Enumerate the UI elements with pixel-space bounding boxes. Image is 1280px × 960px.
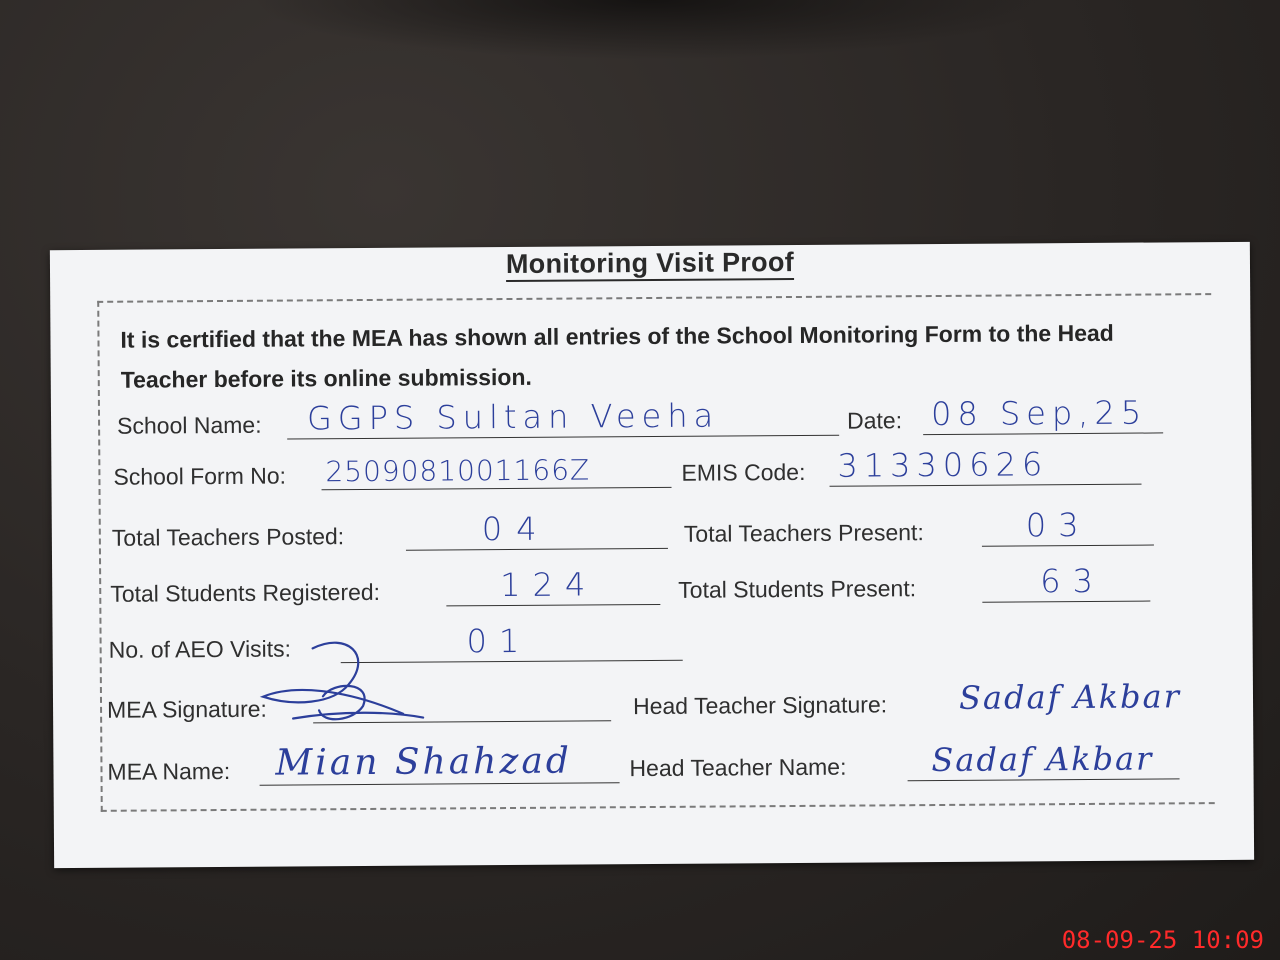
row-teachers	[111, 505, 1222, 558]
background-shadow	[250, 0, 1050, 60]
students-present-label: Total Students Present:	[678, 575, 917, 603]
head-teacher-name-label: Head Teacher Name:	[629, 753, 847, 782]
mea-signature-scribble	[252, 625, 453, 736]
row-aeo-visits	[108, 621, 809, 670]
head-teacher-signature-value: Sadaf Akbar	[958, 677, 1182, 717]
mea-signature-label: MEA Signature:	[106, 695, 267, 723]
school-form-no-label: School Form No:	[113, 462, 287, 490]
emis-code-label: EMIS Code:	[681, 458, 806, 486]
teachers-present-label: Total Teachers Present:	[683, 519, 924, 547]
students-registered-value: 124	[500, 565, 598, 605]
form-title: Monitoring Visit Proof	[50, 244, 1250, 283]
row-students	[110, 561, 1220, 614]
date-label: Date:	[846, 407, 903, 434]
teachers-present-line	[982, 544, 1154, 546]
teachers-present-value: 03	[1025, 505, 1091, 545]
teachers-posted-line	[406, 548, 668, 551]
students-present-line	[982, 601, 1150, 603]
row-school-name	[116, 393, 1217, 446]
mea-name-label: MEA Name:	[107, 757, 231, 785]
row-names	[107, 739, 1237, 792]
mea-name-value: Mian Shahzad	[275, 740, 573, 784]
teachers-posted-label: Total Teachers Posted:	[111, 523, 345, 551]
school-name-label: School Name:	[116, 411, 262, 439]
students-registered-line	[446, 604, 660, 606]
school-name-value: GGPS Sultan Veeha	[306, 396, 720, 438]
school-form-no-value: 2509081001166Z	[325, 453, 591, 489]
row-form-no	[113, 445, 1213, 497]
certification-text: It is certified that the MEA has shown all entries of the School Monitoring Form to the Head Teacher before its online submission.	[120, 319, 1114, 393]
aeo-visits-value: 01	[466, 621, 532, 661]
students-present-value: 63	[1040, 561, 1106, 601]
monitoring-visit-proof-card	[50, 242, 1254, 868]
date-value: 08 Sep,25	[930, 393, 1148, 434]
students-registered-label: Total Students Registered:	[110, 578, 381, 607]
head-teacher-signature-label: Head Teacher Signature:	[632, 691, 888, 720]
teachers-posted-value: 04	[481, 509, 551, 549]
camera-timestamp: 08-09-25 10:09	[1061, 926, 1264, 954]
emis-code-value: 31330626	[837, 445, 1049, 485]
aeo-visits-label: No. of AEO Visits:	[108, 635, 292, 663]
head-teacher-name-value: Sadaf Akbar	[931, 739, 1154, 780]
